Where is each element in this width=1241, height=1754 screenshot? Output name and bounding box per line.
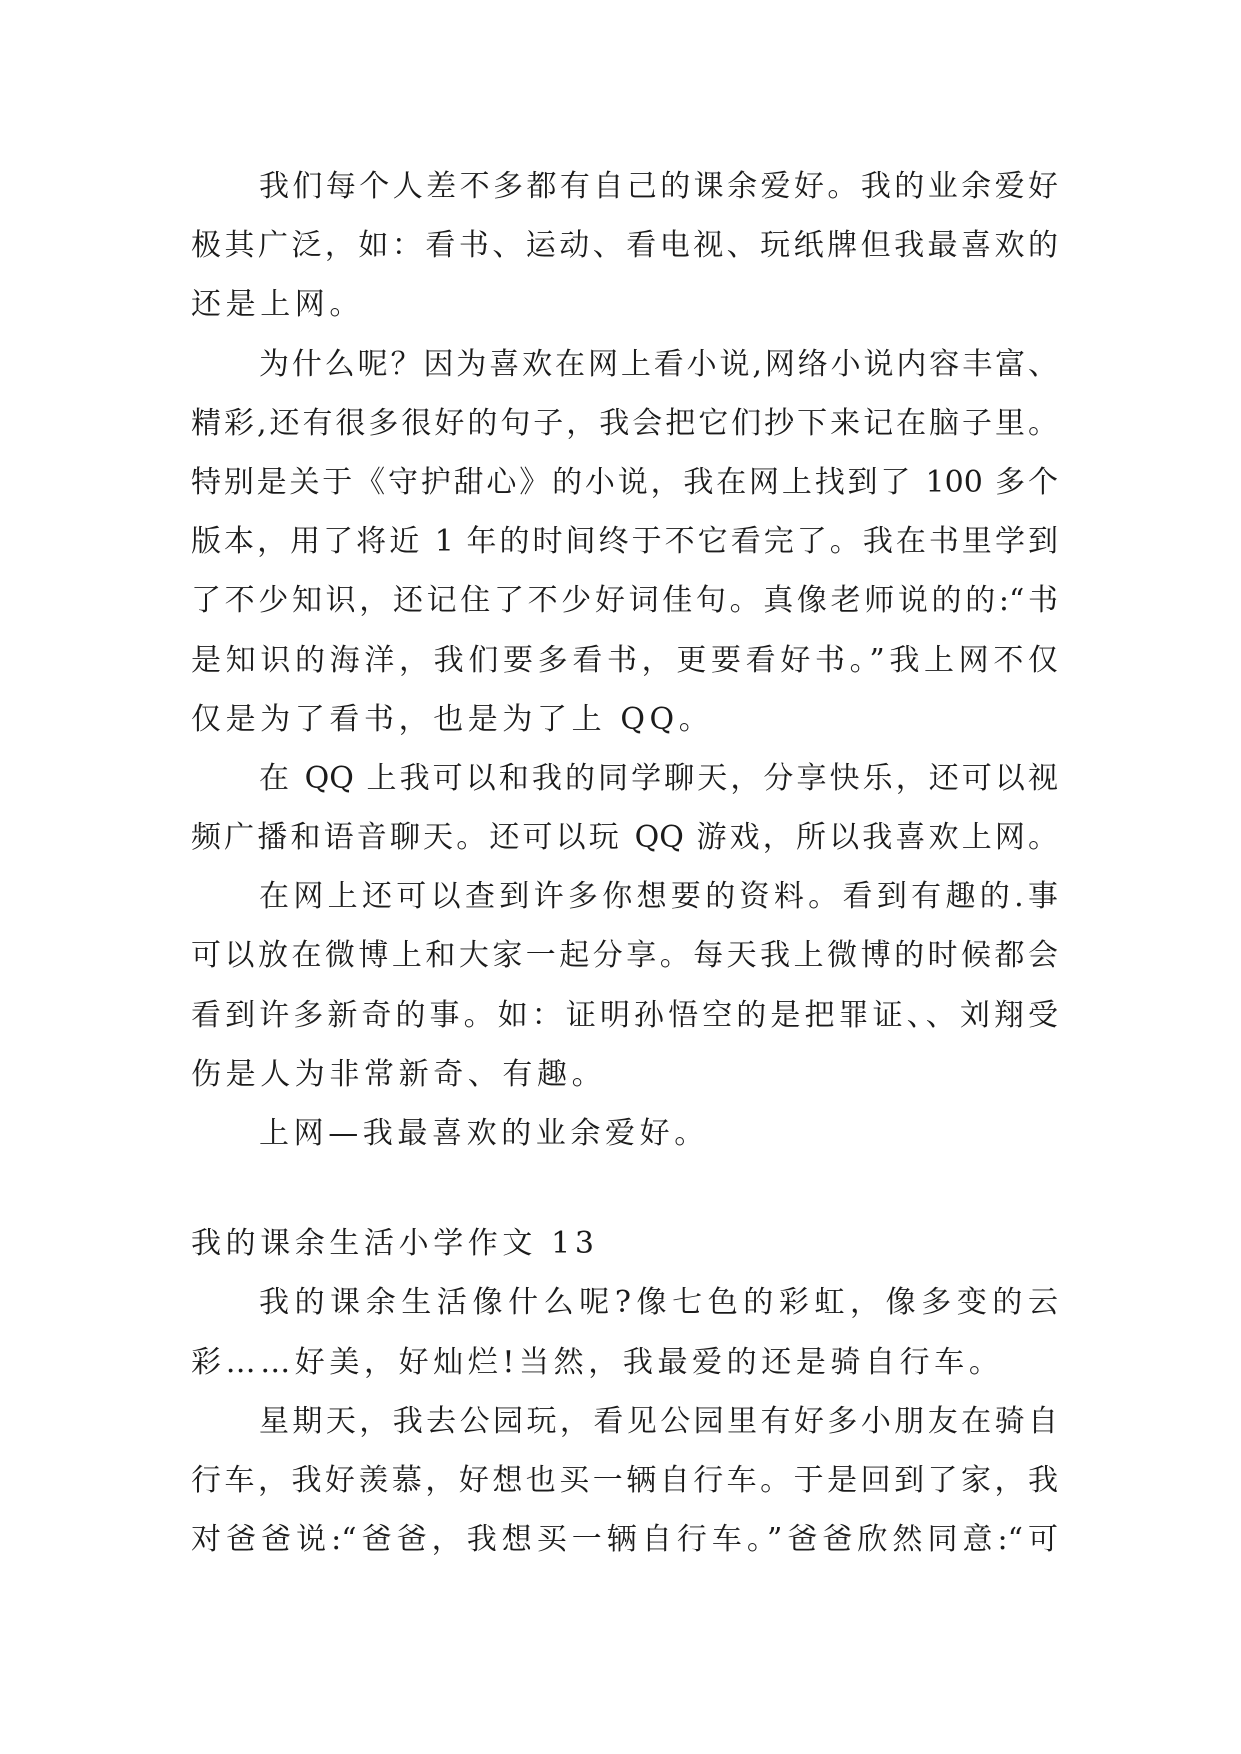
paragraph	[191, 157, 1058, 335]
paragraph-line: 上网—我最喜欢的业余爱好。	[259, 1116, 709, 1151]
paragraph-line: 极其广泛，如：看书、运动、看电视、玩纸牌但我最喜欢的	[191, 228, 1058, 264]
paragraph-line: 彩……好美，好灿烂!当然，我最爱的还是骑自行车。	[191, 1344, 1004, 1380]
paragraph	[191, 335, 1058, 749]
paragraph-line: 行车，我好羡慕，好想也买一辆自行车。于是回到了家，我	[191, 1462, 1058, 1498]
essay-section	[191, 1214, 1058, 1569]
paragraph-line: 频广播和语音聊天。还可以玩 QQ 游戏，所以我喜欢上网。	[191, 820, 1058, 856]
paragraph-line: 还是上网。	[191, 287, 364, 323]
paragraph-line: 在网上还可以查到许多你想要的资料。看到有趣的.事	[259, 879, 1058, 915]
paragraph	[191, 1273, 1058, 1391]
paragraph-line: 版本，用了将近 1 年的时间终于不它看完了。我在书里学到	[191, 524, 1058, 560]
paragraph-line: 我的课余生活像什么呢?像七色的彩虹，像多变的云	[259, 1285, 1058, 1321]
paragraph	[191, 867, 1058, 1104]
paragraph-line: 我们每个人差不多都有自己的课余爱好。我的业余爱好	[259, 169, 1058, 204]
paragraph	[191, 749, 1058, 867]
paragraph	[191, 1392, 1058, 1570]
paragraph-line: 为什么呢？因为喜欢在网上看小说,网络小说内容丰富、	[259, 346, 1058, 382]
paragraph-line: 特别是关于《守护甜心》的小说，我在网上找到了 100 多个	[191, 464, 1058, 500]
document-body	[191, 157, 1058, 1569]
paragraph-line: 看到许多新奇的事。如：证明孙悟空的是把罪证、、刘翔受	[191, 997, 1058, 1033]
paragraph-line: 可以放在微博上和大家一起分享。每天我上微博的时候都会	[191, 938, 1058, 974]
paragraph-line: 精彩,还有很多很好的句子，我会把它们抄下来记在脑子里。	[191, 405, 1058, 441]
paragraph-line: 仅是为了看书，也是为了上 QQ。	[191, 701, 714, 737]
paragraph-line: 对爸爸说:“爸爸，我想买一辆自行车。”爸爸欣然同意:“可	[191, 1522, 1058, 1558]
paragraph-line: 星期天，我去公园玩，看见公园里有好多小朋友在骑自	[259, 1403, 1058, 1439]
essay-section	[191, 157, 1058, 1163]
paragraph	[191, 1104, 1058, 1163]
paragraph-line: 是知识的海洋，我们要多看书，更要看好书。”我上网不仅	[191, 642, 1058, 678]
essay-title: 我的课余生活小学作文 13	[191, 1226, 599, 1262]
paragraph-line: 伤是人为非常新奇、有趣。	[191, 1056, 607, 1092]
paragraph-line: 在 QQ 上我可以和我的同学聊天，分享快乐，还可以视	[259, 760, 1058, 796]
paragraph-line: 了不少知识，还记住了不少好词佳句。真像老师说的的:“书	[191, 583, 1058, 619]
